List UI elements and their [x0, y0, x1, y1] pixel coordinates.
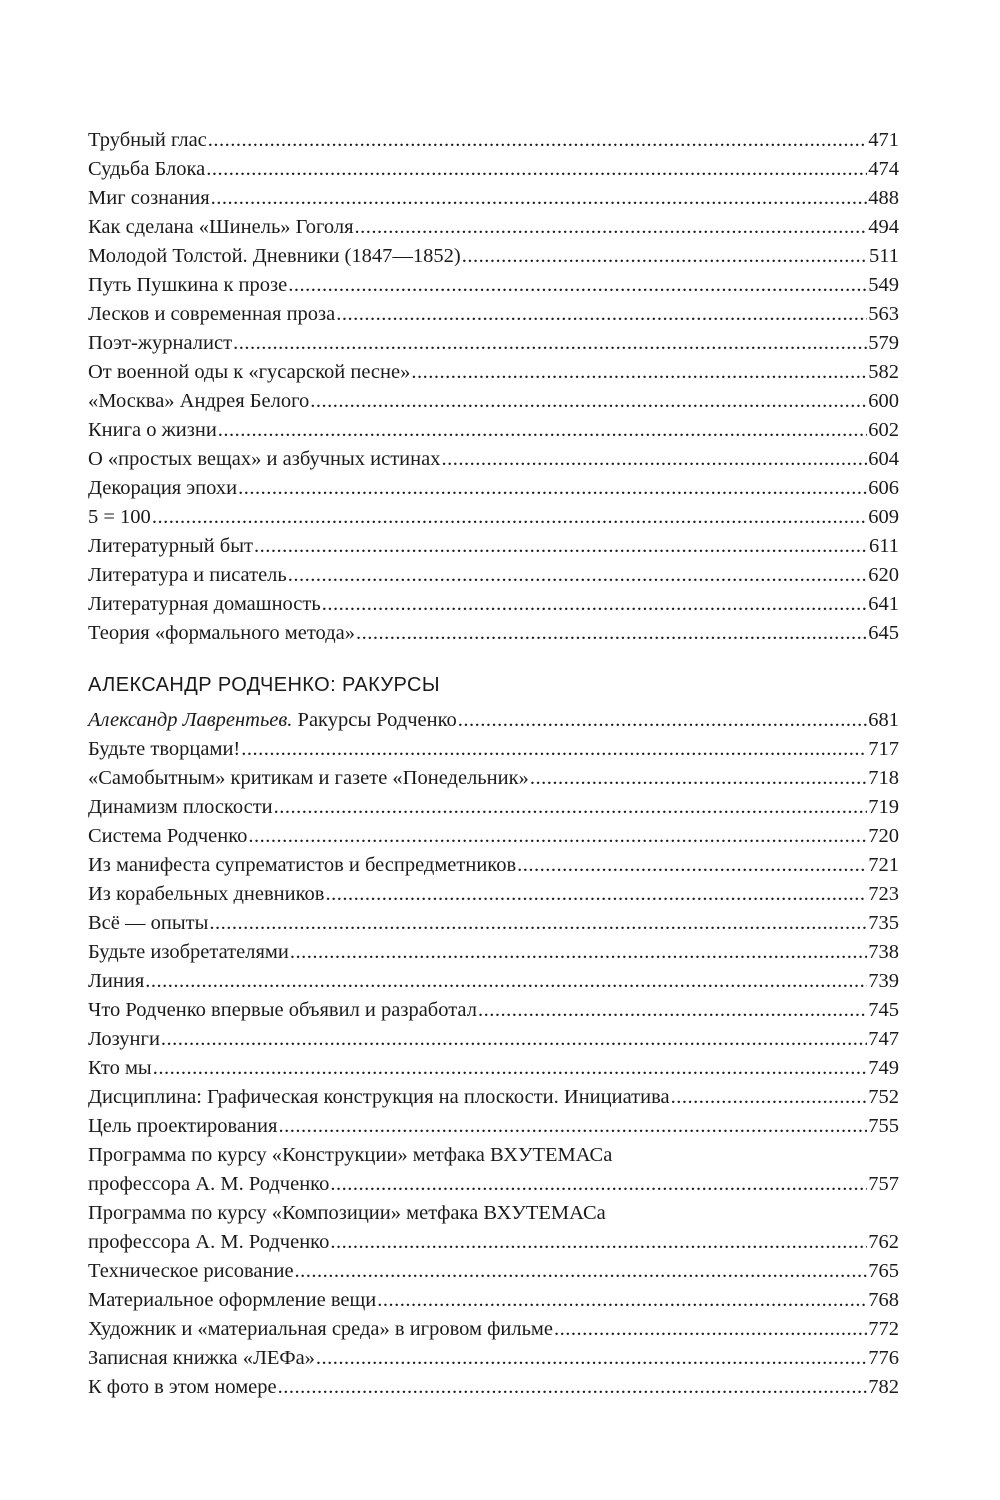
entry-page-number: 681 — [868, 709, 899, 731]
toc-section-1 — [88, 126, 899, 648]
dot-leader — [153, 1054, 868, 1083]
entry-page-number: 718 — [868, 767, 899, 789]
entry-page-number: 762 — [868, 1231, 899, 1253]
entry-title-line-2-row — [88, 1228, 899, 1257]
dot-leader — [441, 445, 867, 474]
entry-title: Техническое рисование — [88, 1260, 294, 1282]
dot-leader — [274, 793, 868, 822]
toc-entry-multiline — [88, 1199, 899, 1257]
entry-page-number: 772 — [868, 1318, 899, 1340]
dot-leader — [254, 532, 868, 561]
entry-title: Дисциплина: Графическая конструкция на плоскости. Инициатива — [88, 1086, 670, 1108]
entry-page-number: 782 — [868, 1376, 899, 1398]
entry-title: Книга о жизни — [88, 419, 217, 441]
entry-page-number: 738 — [868, 941, 899, 963]
toc-entry — [88, 793, 899, 822]
entry-author: Александр Лаврентьев. — [88, 709, 293, 731]
toc-entry — [88, 735, 899, 764]
dot-leader — [554, 1315, 867, 1344]
toc-entry — [88, 329, 899, 358]
entry-page-number: 752 — [868, 1086, 899, 1108]
toc-entry — [88, 1315, 899, 1344]
entry-title-line-1: Программа по курсу «Конструкции» метфака ВХУТЕМАСа — [88, 1144, 613, 1166]
entry-title: Записная книжка «ЛЕФа» — [88, 1347, 315, 1369]
entry-title: Цель проектирования — [88, 1115, 278, 1137]
entry-page-number: 721 — [868, 854, 899, 876]
table-of-contents — [88, 126, 899, 1402]
entry-title: Поэт-журналист — [88, 332, 233, 354]
entry-title: Лесков и современная проза — [88, 303, 336, 325]
entry-page-number: 604 — [868, 448, 899, 470]
entry-page-number: 582 — [868, 361, 899, 383]
entry-page-number: 611 — [869, 535, 899, 557]
toc-entry — [88, 445, 899, 474]
toc-entry — [88, 271, 899, 300]
entry-page-number: 606 — [868, 477, 899, 499]
section-heading: АЛЕКСАНДР РОДЧЕНКО: РАКУРСЫ — [88, 674, 440, 696]
entry-title: Будьте изобретателями — [88, 941, 289, 963]
dot-leader — [295, 1257, 868, 1286]
entry-page-number: 735 — [868, 912, 899, 934]
entry-page-number: 511 — [869, 245, 899, 267]
entry-page-number: 645 — [868, 622, 899, 644]
toc-entry — [88, 1054, 899, 1083]
dot-leader — [152, 503, 867, 532]
entry-title-line-2: профессора А. М. Родченко — [88, 1173, 330, 1195]
entry-page-number: 755 — [868, 1115, 899, 1137]
entry-title: Миг сознания — [88, 187, 210, 209]
entry-page-number: 474 — [868, 158, 899, 180]
dot-leader — [290, 938, 867, 967]
dot-leader — [330, 1170, 867, 1199]
entry-title: «Москва» Андрея Белого — [88, 390, 310, 412]
entry-title: 5 = 100 — [88, 506, 151, 528]
entry-title: Что Родченко впервые объявил и разработал — [88, 999, 477, 1021]
entry-page-number: 641 — [868, 593, 899, 615]
entry-page-number: 719 — [868, 796, 899, 818]
dot-leader — [336, 300, 867, 329]
toc-entry — [88, 1025, 899, 1054]
entry-title: Литературная домашность — [88, 593, 321, 615]
entry-title: Материальное оформление вещи — [88, 1289, 377, 1311]
entry-page-number: 494 — [868, 216, 899, 238]
entry-page-number: 776 — [868, 1347, 899, 1369]
dot-leader — [671, 1083, 868, 1112]
toc-entry — [88, 822, 899, 851]
dot-leader — [310, 387, 867, 416]
entry-title: Кто мы — [88, 1057, 152, 1079]
entry-title: Будьте творцами! — [88, 738, 241, 760]
entry-title: Линия — [88, 970, 145, 992]
entry-title: Трубный глас — [88, 129, 207, 151]
entry-title: О «простых вещах» и азбучных истинах — [88, 448, 441, 470]
entry-page-number: 609 — [868, 506, 899, 528]
entry-title: От военной оды к «гусарской песне» — [88, 361, 411, 383]
entry-page-number: 600 — [868, 390, 899, 412]
toc-entry — [88, 1344, 899, 1373]
dot-leader — [218, 416, 867, 445]
entry-title: Теория «формального метода» — [88, 622, 355, 644]
entry-title: Лозунги — [88, 1028, 160, 1050]
entry-page-number: 723 — [868, 883, 899, 905]
entry-page-number: 747 — [868, 1028, 899, 1050]
toc-entry — [88, 590, 899, 619]
entry-title — [88, 706, 457, 735]
entry-title: Путь Пушкина к прозе — [88, 274, 288, 296]
dot-leader — [211, 184, 868, 213]
dot-leader — [411, 358, 867, 387]
entry-title-line-2-row — [88, 1170, 899, 1199]
toc-entry — [88, 764, 899, 793]
entry-title: Система Родченко — [88, 825, 248, 847]
entry-page-number: 745 — [868, 999, 899, 1021]
entry-title: Декорация эпохи — [88, 477, 238, 499]
toc-entry — [88, 1257, 899, 1286]
entry-page-number: 765 — [868, 1260, 899, 1282]
entry-page-number: 549 — [868, 274, 899, 296]
entry-title: К фото в этом номере — [88, 1376, 277, 1398]
dot-leader — [161, 1025, 867, 1054]
dot-leader — [278, 1373, 868, 1402]
dot-leader — [322, 590, 868, 619]
dot-leader — [316, 1344, 867, 1373]
toc-entry — [88, 155, 899, 184]
toc-entry — [88, 416, 899, 445]
dot-leader — [325, 880, 867, 909]
entry-title: Судьба Блока — [88, 158, 206, 180]
entry-title: Молодой Толстой. Дневники (1847—1852) — [88, 245, 461, 267]
dot-leader — [288, 561, 867, 590]
entry-page-number: 720 — [868, 825, 899, 847]
entry-title: Из корабельных дневников — [88, 883, 325, 905]
toc-entry — [88, 300, 899, 329]
entry-title-line-1: Программа по курсу «Композиции» метфака ВХУТЕМАСа — [88, 1202, 606, 1224]
dot-leader — [241, 735, 867, 764]
toc-entry — [88, 358, 899, 387]
toc-entry — [88, 387, 899, 416]
toc-entry — [88, 1112, 899, 1141]
toc-entry — [88, 242, 899, 271]
dot-leader — [530, 764, 867, 793]
dot-leader — [233, 329, 867, 358]
dot-leader — [356, 619, 867, 648]
entry-page-number: 768 — [868, 1289, 899, 1311]
entry-title: «Самобытным» критикам и газете «Понедельник» — [88, 767, 529, 789]
entry-page-number: 717 — [868, 738, 899, 760]
entry-title: Литературный быт — [88, 535, 253, 557]
toc-entry — [88, 1083, 899, 1112]
entry-page-number: 749 — [868, 1057, 899, 1079]
toc-entry — [88, 1373, 899, 1402]
toc-entry — [88, 851, 899, 880]
toc-entry — [88, 996, 899, 1025]
toc-entry — [88, 706, 899, 735]
dot-leader — [517, 851, 867, 880]
dot-leader — [330, 1228, 867, 1257]
entry-title: Всё — опыты — [88, 912, 209, 934]
dot-leader — [145, 967, 867, 996]
toc-entry — [88, 619, 899, 648]
entry-title: Как сделана «Шинель» Гоголя — [88, 216, 354, 238]
toc-entry — [88, 909, 899, 938]
toc-entry — [88, 474, 899, 503]
toc-entry — [88, 184, 899, 213]
toc-entry — [88, 1286, 899, 1315]
dot-leader — [248, 822, 867, 851]
toc-entry — [88, 938, 899, 967]
entry-page-number: 602 — [868, 419, 899, 441]
entry-page-number: 471 — [868, 129, 899, 151]
dot-leader — [377, 1286, 867, 1315]
entry-title: Из манифеста супрематистов и беспредметников — [88, 854, 517, 876]
dot-leader — [355, 213, 868, 242]
dot-leader — [238, 474, 867, 503]
dot-leader — [206, 155, 867, 184]
dot-leader — [208, 126, 867, 155]
entry-title: Литература и писатель — [88, 564, 287, 586]
entry-page-number: 579 — [868, 332, 899, 354]
dot-leader — [458, 706, 868, 735]
toc-section-2 — [88, 706, 899, 1402]
toc-entry — [88, 126, 899, 155]
entry-title: Художник и «материальная среда» в игровом фильме — [88, 1318, 553, 1340]
toc-entry — [88, 532, 899, 561]
entry-page-number: 757 — [868, 1173, 899, 1195]
dot-leader — [209, 909, 867, 938]
toc-entry — [88, 213, 899, 242]
dot-leader — [478, 996, 867, 1025]
entry-title: Динамизм плоскости — [88, 796, 273, 818]
dot-leader — [278, 1112, 867, 1141]
toc-entry — [88, 880, 899, 909]
entry-title-line-2: профессора А. М. Родченко — [88, 1231, 330, 1253]
toc-entry-multiline — [88, 1141, 899, 1199]
toc-entry — [88, 967, 899, 996]
dot-leader — [462, 242, 868, 271]
toc-entry — [88, 503, 899, 532]
entry-page-number: 739 — [868, 970, 899, 992]
dot-leader — [288, 271, 867, 300]
entry-title-text: Ракурсы Родченко — [297, 709, 457, 731]
entry-page-number: 620 — [868, 564, 899, 586]
entry-page-number: 563 — [868, 303, 899, 325]
entry-page-number: 488 — [868, 187, 899, 209]
toc-entry — [88, 561, 899, 590]
